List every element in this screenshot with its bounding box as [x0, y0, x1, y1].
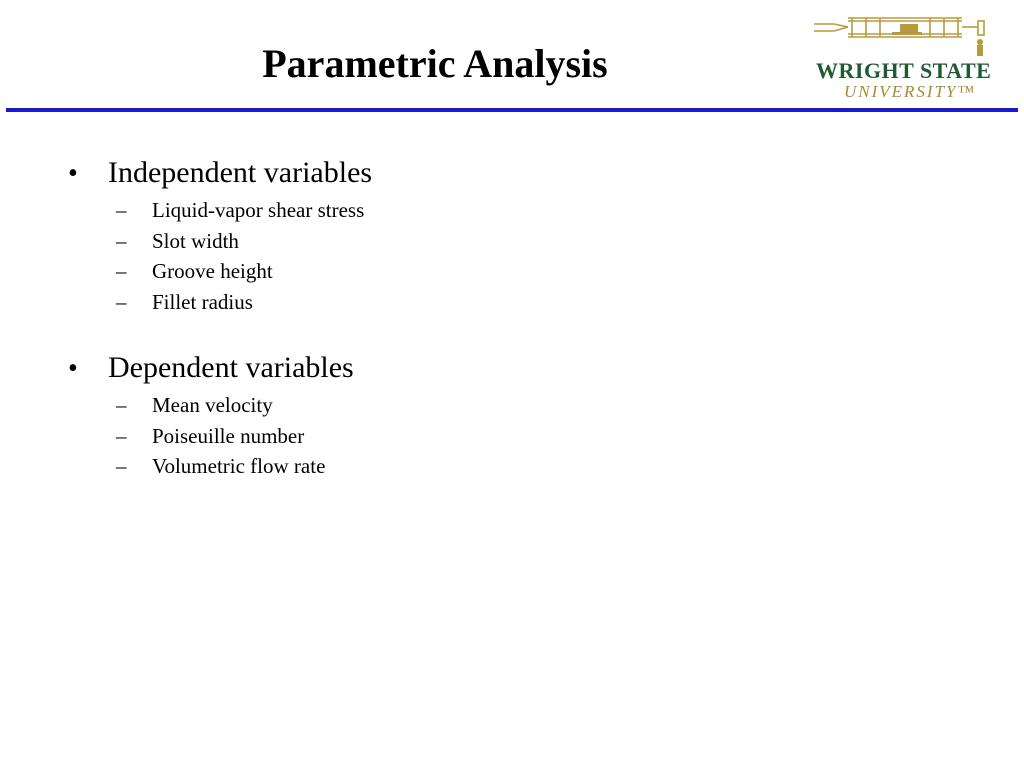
sub-bullet-text: Mean velocity — [152, 393, 273, 417]
bullet-group-dependent — [68, 347, 968, 482]
bullet-dot-icon: • — [68, 158, 78, 189]
dash-icon: – — [116, 259, 127, 283]
logo-university-text: UNIVERSITY™ — [844, 82, 977, 101]
logo-wright-state-text: WRIGHT STATE — [816, 58, 992, 83]
dash-icon: – — [116, 289, 127, 314]
sub-bullet-item — [116, 256, 968, 287]
sub-bullet-list — [116, 195, 968, 317]
slide-content — [68, 152, 968, 512]
sub-bullet-item — [116, 421, 968, 452]
sub-bullet-text: Fillet radius — [152, 289, 253, 314]
sub-bullet-text: Slot width — [152, 228, 239, 253]
dash-icon: – — [116, 423, 127, 448]
bullet-item — [68, 152, 968, 195]
university-logo — [810, 12, 1010, 104]
bullet-dot-icon: • — [68, 353, 78, 384]
sub-bullet-item — [116, 195, 968, 226]
sub-bullet-text: Groove height — [152, 259, 273, 283]
slide-title: Parametric Analysis — [262, 41, 608, 86]
sub-bullet-text: Poiseuille number — [152, 423, 305, 448]
sub-bullet-item — [116, 226, 968, 257]
title-divider — [6, 108, 1018, 112]
sub-bullet-item — [116, 287, 968, 318]
dash-icon: – — [116, 228, 127, 253]
sub-bullet-item — [116, 451, 968, 482]
dash-icon: – — [116, 198, 127, 222]
sub-bullet-item — [116, 390, 968, 421]
sub-bullet-text: Volumetric flow rate — [152, 454, 326, 478]
bullet-group-independent — [68, 152, 968, 317]
sub-bullet-list — [116, 390, 968, 482]
wright-flyer-icon — [810, 12, 1010, 58]
bullet-item — [68, 347, 968, 390]
dash-icon: – — [116, 393, 127, 417]
bullet-heading: Dependent variables — [108, 351, 354, 384]
sub-bullet-text: Liquid-vapor shear stress — [152, 198, 365, 222]
bullet-heading: Independent variables — [108, 156, 373, 189]
dash-icon: – — [116, 454, 127, 478]
